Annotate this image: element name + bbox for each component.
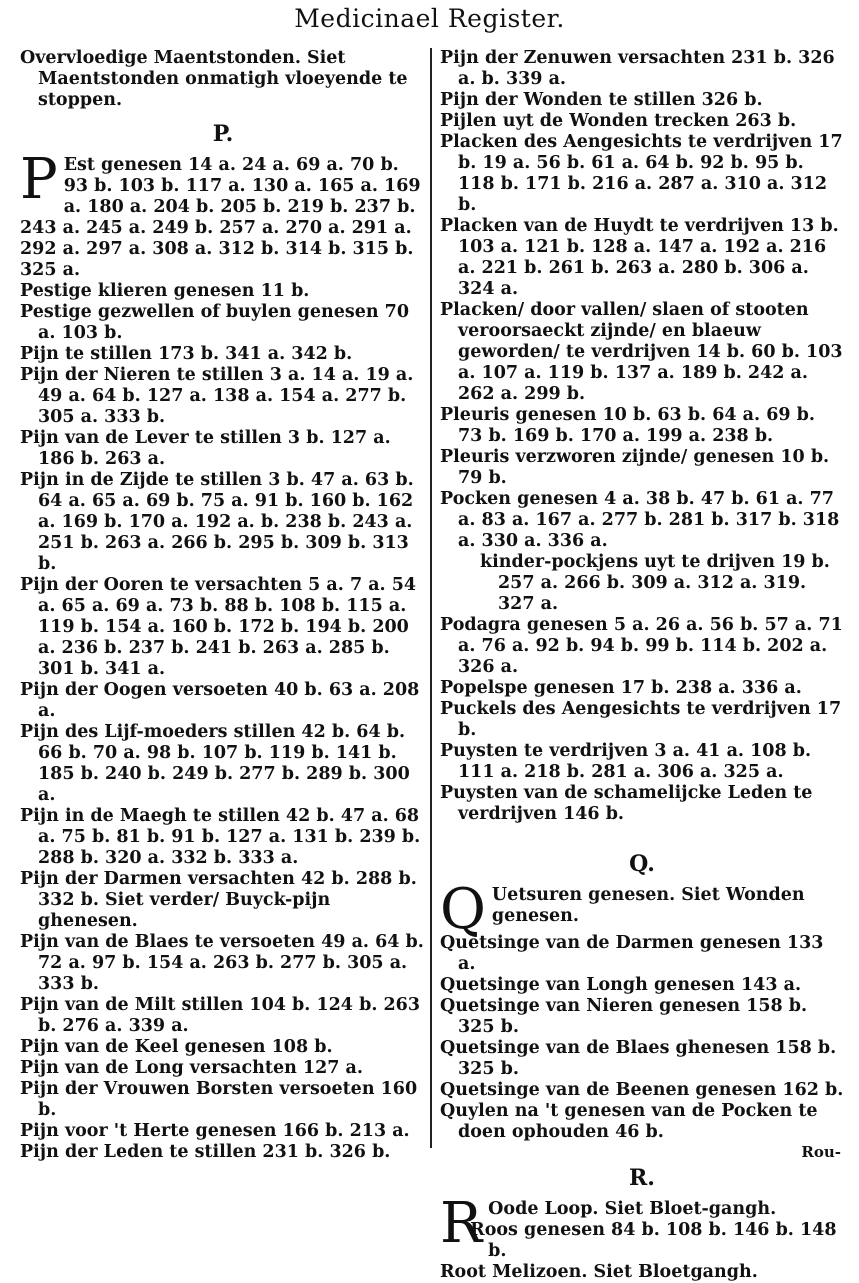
index-entry: Pleuris genesen 10 b. 63 b. 64 a. 69 b. 73 b. 169 b. 170 a. 199 a. 238 b.	[440, 405, 815, 446]
index-entry: Pestige klieren genesen 11 b.	[20, 281, 310, 301]
index-entry: Pijn in de Maegh te stillen 42 b. 47 a. 68 a. 75 b. 81 b. 91 b. 127 a. 131 b. 239 b. 288 b. 320 a. 332 b. 333 a.	[20, 806, 421, 868]
column-divider	[430, 48, 432, 1148]
index-entry: Root Melizoen. Siet Bloetgangh.	[440, 1262, 758, 1282]
index-entry: Popelspe genesen 17 b. 238 a. 336 a.	[440, 678, 802, 698]
index-entry: Pijn te stillen 173 b. 341 a. 342 b.	[20, 344, 353, 364]
index-entry: Quetsinge van de Blaes ghenesen 158 b. 325 b.	[440, 1038, 837, 1079]
index-entry: Pijn van de Blaes te versoeten 49 a. 64 b. 72 a. 97 b. 154 a. 263 b. 277 b. 305 a. 333 b.	[20, 932, 424, 994]
index-entry: Pijlen uyt de Wonden trecken 263 b.	[440, 111, 797, 131]
index-entry: Puysten te verdrijven 3 a. 41 a. 108 b. 111 a. 218 b. 281 a. 306 a. 325 a.	[440, 741, 812, 782]
index-entry: Pijn in de Zijde te stillen 3 b. 47 a. 63 b. 64 a. 65 a. 69 b. 75 a. 91 b. 160 b. 162 a. 169 b. 170 a. 192 a. b. 238 b. 243 a. 251 b. 263 a. 266 b. 295 b. 309 b. 313 b.	[20, 470, 414, 574]
index-entry: Pijn van de Long versachten 127 a.	[20, 1058, 363, 1078]
index-entry: Pijn van de Milt stillen 104 b. 124 b. 263 b. 276 a. 339 a.	[20, 995, 421, 1036]
index-entry: Overvloedige Maentstonden. Siet Maentstonden onmatigh vloeyende te stoppen.	[20, 48, 408, 110]
index-entry: Pijn der Ooren te versachten 5 a. 7 a. 54 a. 65 a. 69 a. 73 b. 88 b. 108 b. 115 a. 119 b. 154 a. 160 b. 172 b. 194 b. 200 a. 236 b. 237 b. 241 b. 263 a. 285 b. 301 b. 341 a.	[20, 575, 417, 679]
index-entry: Pleuris verzworen zijnde/ genesen 10 b. 79 b.	[440, 447, 830, 488]
section-letter-q: Q.	[629, 851, 655, 877]
index-entry: Pijn der Oogen versoeten 40 b. 63 a. 208 a.	[20, 680, 420, 721]
dropcap-entry-text: Uetsuren genesen. Siet Wonden genesen.	[491, 885, 805, 926]
index-entry: Pijn der Nieren te stillen 3 a. 14 a. 19 a. 49 a. 64 b. 127 a. 138 a. 154 a. 277 b. 305 a. 333 b.	[20, 365, 414, 427]
right-entry-list-r	[440, 1220, 844, 1283]
dropcap-letter-q: Q	[440, 877, 486, 942]
index-entry: Pijn voor 't Herte genesen 166 b. 213 a.	[20, 1121, 410, 1141]
index-entry: Quetsinge van Nieren genesen 158 b. 325 b.	[440, 996, 808, 1037]
index-entry: Puysten van de schamelijcke Leden te verdrijven 146 b.	[440, 783, 813, 824]
index-entry: Quetsinge van Longh genesen 143 a.	[440, 975, 802, 995]
index-entry: Puckels des Aengesichts te verdrijven 17 b.	[440, 699, 842, 740]
dropcap-letter-p: P	[20, 147, 58, 212]
catchword: Rou-	[801, 1143, 841, 1161]
index-entry: Roos genesen 84 b. 108 b. 146 b. 148 b.	[470, 1220, 837, 1261]
index-entry: Placken des Aengesichts te verdrijven 17 b. 19 a. 56 b. 61 a. 64 b. 92 b. 95 b. 118 b. 171 b. 216 a. 287 a. 310 a. 312 b.	[440, 132, 843, 215]
index-entry: Pijn van de Lever te stillen 3 b. 127 a. 186 b. 263 a.	[20, 428, 391, 469]
right-entry-list-p2	[440, 615, 844, 825]
index-entry: Placken van de Huydt te verdrijven 13 b. 103 a. 121 b. 128 a. 147 a. 192 a. 216 a. 221 b. 261 b. 263 a. 280 b. 306 a. 324 a.	[440, 216, 839, 299]
index-entry: Pijn der Wonden te stillen 326 b.	[440, 90, 763, 110]
left-entry-list	[20, 281, 426, 1163]
index-entry: Quylen na 't genesen van de Pocken te doen ophouden 46 b.	[440, 1101, 818, 1142]
index-entry: Pijn der Zenuwen versachten 231 b. 326 a. b. 339 a.	[440, 48, 835, 89]
left-column	[20, 48, 426, 1163]
dropcap-entry-p	[20, 147, 426, 281]
sub-entry: kinder-pockjens uyt te drijven 19 b. 257 a. 266 b. 309 a. 312 a. 319. 327 a.	[480, 552, 830, 614]
dropcap-entry-text: Est genesen 14 a. 24 a. 69 a. 70 b. 93 b. 103 b. 117 a. 130 a. 165 a. 169 a. 180 a. 204 b. 205 b. 219 b. 237 b. 243 a. 245 a. 249 b. 257 a. 270 a. 291 a. 292 a. 297 a. 308 a. 312 b. 314 b. 315 b. 325 a.	[20, 155, 421, 280]
index-entry: Quetsinge van de Beenen genesen 162 b.	[440, 1080, 844, 1100]
right-entry-list-q	[440, 933, 844, 1143]
index-entry: Pijn der Leden te stillen 231 b. 326 b.	[20, 1142, 391, 1162]
page-title: Medicinael Register.	[294, 4, 565, 33]
index-entry: Pestige gezwellen of buylen genesen 70 a. 103 b.	[20, 302, 410, 343]
index-entry: Placken/ door vallen/ slaen of stooten veroorsaeckt zijnde/ en blaeuw geworden/ te verdrijven 14 b. 60 b. 103 a. 107 a. 119 b. 137 a. 189 b. 242 a. 262 a. 299 b.	[440, 300, 843, 404]
index-entry: Pijn der Darmen versachten 42 b. 288 b. 332 b. Siet verder/ Buyck-pijn ghenesen.	[20, 869, 417, 931]
dropcap-entry-text: Oode Loop. Siet Bloet-gangh.	[488, 1199, 777, 1219]
index-entry: Podagra genesen 5 a. 26 a. 56 b. 57 a. 71 a. 76 a. 92 b. 94 b. 99 b. 114 b. 202 a. 326 a.	[440, 615, 843, 677]
section-letter-r: R.	[629, 1165, 655, 1191]
index-entry: Pijn van de Keel genesen 108 b.	[20, 1037, 333, 1057]
right-entry-list-p	[440, 48, 844, 552]
dropcap-letter-r: R	[440, 1191, 483, 1256]
section-letter-p: P.	[212, 121, 234, 147]
dropcap-entry-q	[440, 877, 844, 942]
right-column	[440, 48, 844, 1283]
index-entry: Pijn des Lijf-moeders stillen 42 b. 64 b. 66 b. 70 a. 98 b. 107 b. 119 b. 141 b. 185 b. 240 b. 249 b. 277 b. 289 b. 300 a.	[20, 722, 410, 805]
index-entry: Quetsinge van de Darmen genesen 133 a.	[440, 933, 824, 974]
index-entry: Pocken genesen 4 a. 38 b. 47 b. 61 a. 77 a. 83 a. 167 a. 277 b. 281 b. 317 b. 318 a. 330 a. 336 a.	[440, 489, 840, 551]
index-entry: Pijn der Vrouwen Borsten versoeten 160 b.	[20, 1079, 418, 1120]
